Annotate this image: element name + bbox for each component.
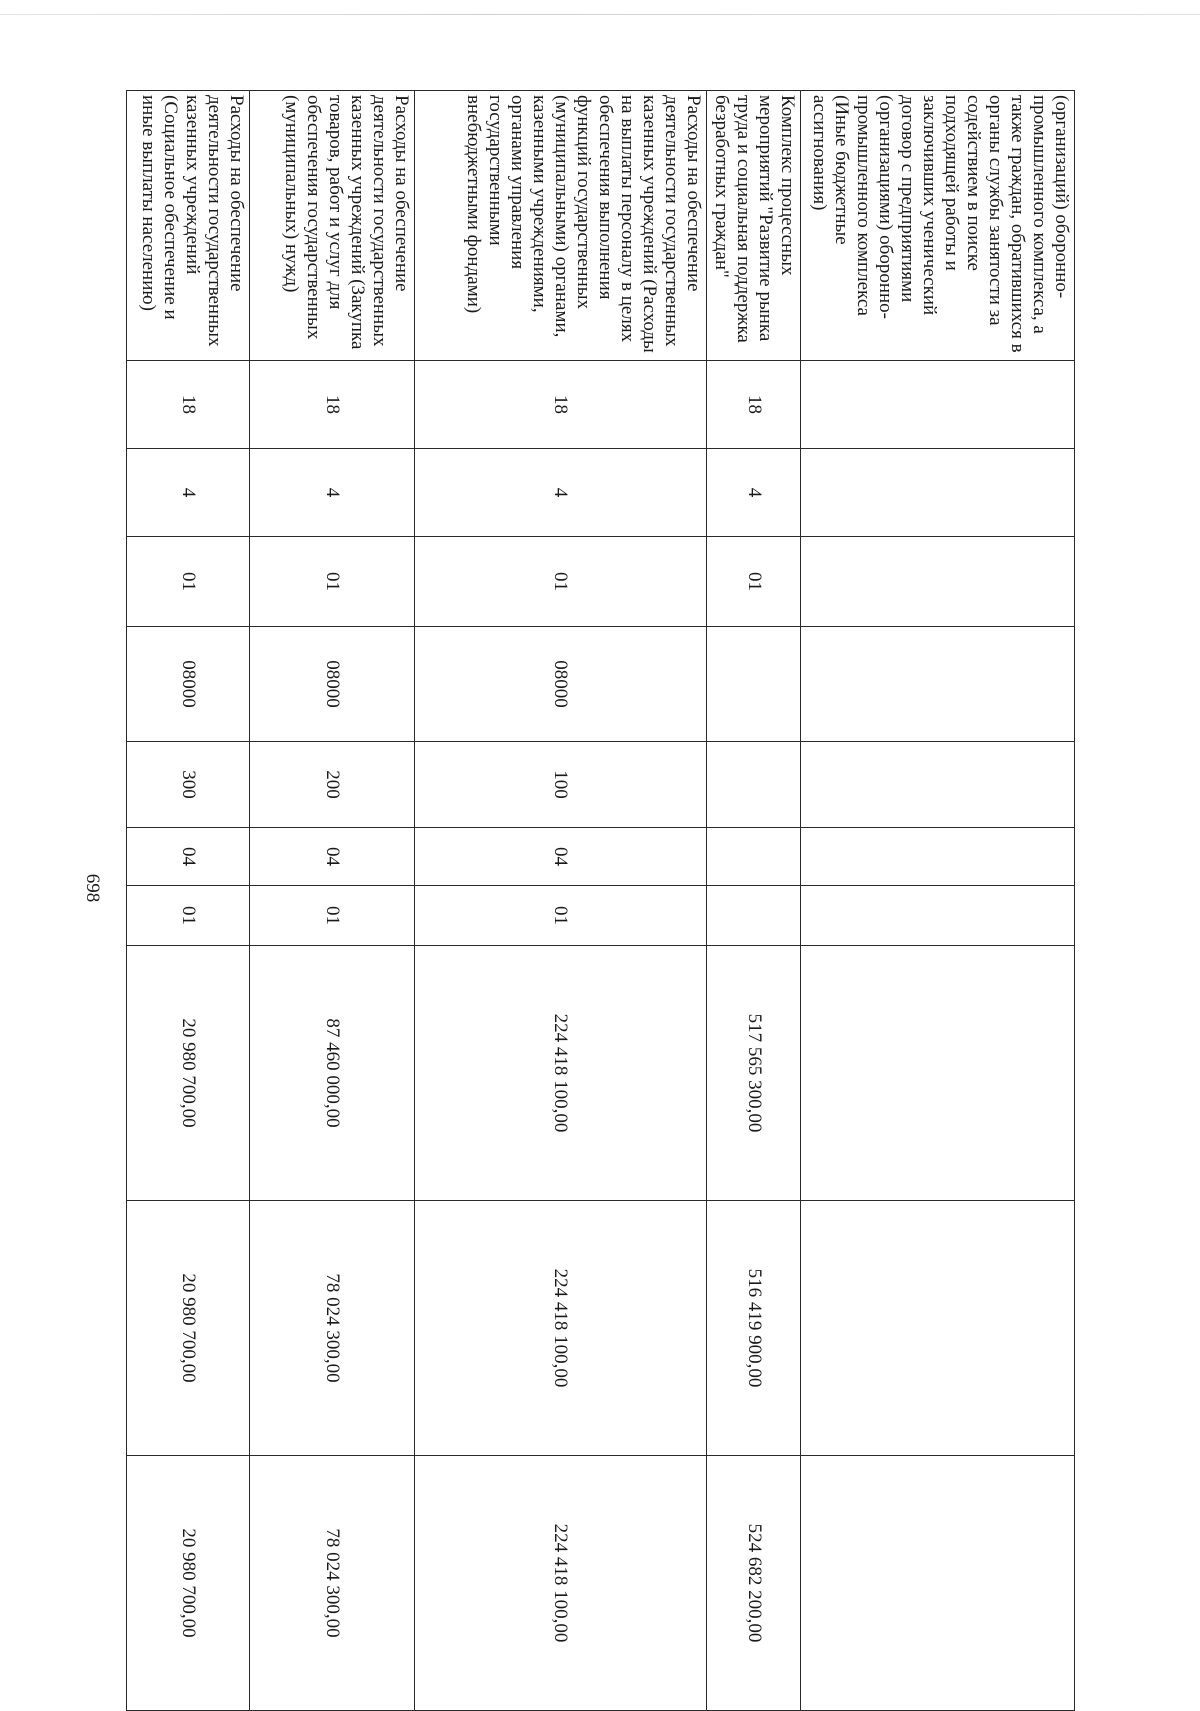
cell-c7: 01 [414, 886, 707, 946]
row-name: Расходы на обеспечение деятельности государственных казенных учреждений (Закупка товаров, работ и услуг для обеспечения государственных (муниципальных) нужд) [250, 91, 414, 361]
table-row [707, 91, 800, 1711]
cell-c1: 18 [414, 361, 707, 449]
cell-c7: 01 [127, 886, 250, 946]
cell-c6: 04 [127, 828, 250, 886]
cell-sum-1: 87 460 000,00 [250, 946, 414, 1201]
cell-sum-1 [800, 946, 1074, 1201]
cell-sum-2: 78 024 300,00 [250, 1201, 414, 1456]
cell-c5: 200 [250, 742, 414, 828]
cell-c2 [800, 449, 1074, 537]
cell-c4 [707, 627, 800, 742]
cell-sum-1: 224 418 100,00 [414, 946, 707, 1201]
cell-c3: 01 [414, 537, 707, 627]
cell-c3 [800, 537, 1074, 627]
cell-sum-2: 20 980 700,00 [127, 1201, 250, 1456]
cell-c3: 01 [707, 537, 800, 627]
cell-c2: 4 [414, 449, 707, 537]
cell-sum-3: 224 418 100,00 [414, 1456, 707, 1711]
cell-c2: 4 [707, 449, 800, 537]
cell-c7 [707, 886, 800, 946]
cell-sum-1: 517 565 300,00 [707, 946, 800, 1201]
cell-c6: 04 [250, 828, 414, 886]
table-row [250, 91, 414, 1711]
row-name: (организаций) оборонно-промышленного комплекса, а также граждан, обратившихся в органы службы занятости за содействием в поиске подходящей работы и заключивших ученический договор с предприятиями (организациями) оборонно-промышленного комплекса (Иные бюджетные ассигнования) [800, 91, 1074, 361]
cell-c5 [707, 742, 800, 828]
cell-c1 [800, 361, 1074, 449]
cell-c6 [800, 828, 1074, 886]
cell-c1: 18 [127, 361, 250, 449]
cell-c3: 01 [250, 537, 414, 627]
cell-c5: 300 [127, 742, 250, 828]
row-name: Расходы на обеспечение деятельности государственных казенных учреждений (Расходы на выплаты персоналу в целях обеспечения выполнения функций государственных (муниципальными) органами, казенными учреждениями, органами управления государственными внебюджетными фондами) [414, 91, 707, 361]
cell-c2: 4 [127, 449, 250, 537]
cell-c7: 01 [250, 886, 414, 946]
cell-sum-2 [800, 1201, 1074, 1456]
cell-c4: 08000 [414, 627, 707, 742]
cell-c5: 100 [414, 742, 707, 828]
cell-sum-3: 78 024 300,00 [250, 1456, 414, 1711]
cell-c5 [800, 742, 1074, 828]
table-row [127, 91, 250, 1711]
cell-c6: 04 [414, 828, 707, 886]
scan-edge-line [0, 14, 1200, 15]
row-name: Комплекс процессных мероприятий "Развитие рынка труда и социальная поддержка безработных граждан" [707, 91, 800, 361]
budget-table [126, 90, 1075, 1711]
cell-sum-2: 516 419 900,00 [707, 1201, 800, 1456]
cell-c2: 4 [250, 449, 414, 537]
table-row [414, 91, 707, 1711]
rotated-table-wrapper [126, 90, 1075, 1710]
cell-c7 [800, 886, 1074, 946]
cell-sum-2: 224 418 100,00 [414, 1201, 707, 1456]
cell-c1: 18 [250, 361, 414, 449]
cell-c3: 01 [127, 537, 250, 627]
page-number: 698 [82, 873, 103, 903]
cell-c4: 08000 [250, 627, 414, 742]
row-name: Расходы на обеспечение деятельности государственных казенных учреждений (Социальное обеспечение и иные выплаты населению) [127, 91, 250, 361]
table-row [800, 91, 1074, 1711]
cell-sum-3: 20 980 700,00 [127, 1456, 250, 1711]
cell-c6 [707, 828, 800, 886]
cell-c4 [800, 627, 1074, 742]
cell-c1: 18 [707, 361, 800, 449]
cell-sum-3 [800, 1456, 1074, 1711]
cell-sum-1: 20 980 700,00 [127, 946, 250, 1201]
cell-sum-3: 524 682 200,00 [707, 1456, 800, 1711]
cell-c4: 08000 [127, 627, 250, 742]
